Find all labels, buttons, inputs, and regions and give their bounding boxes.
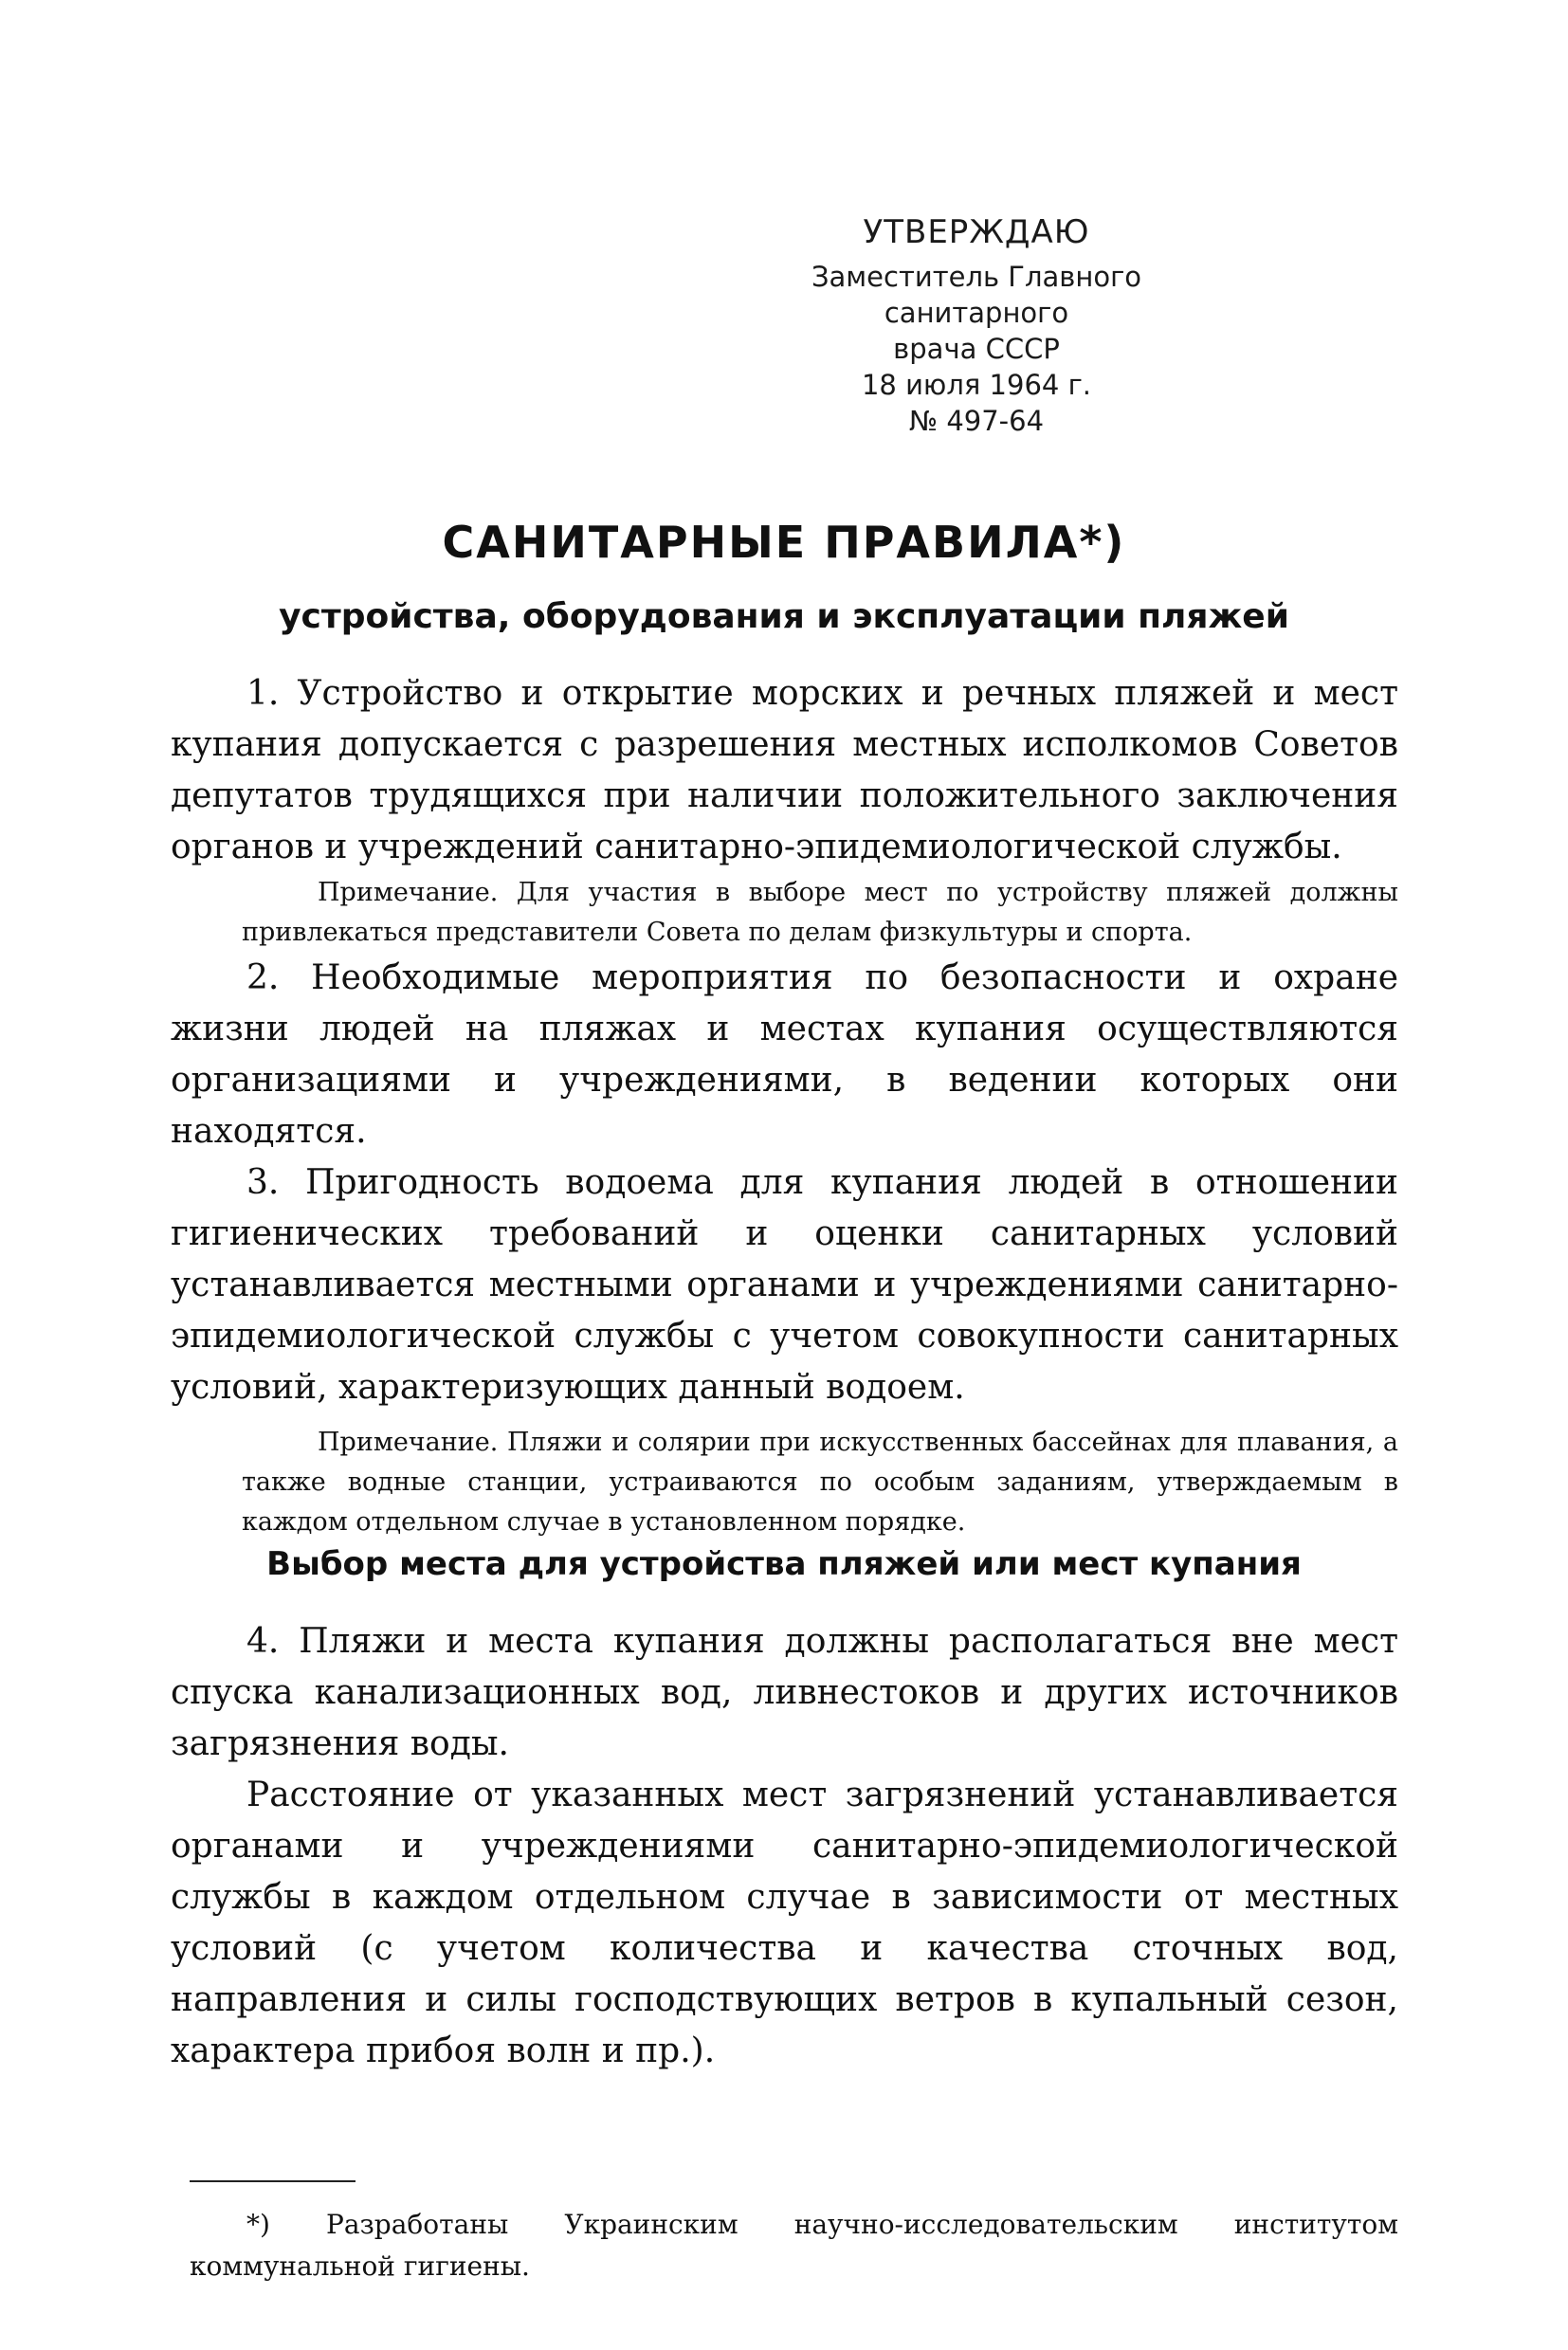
document-title: САНИТАРНЫЕ ПРАВИЛА*)	[442, 517, 1126, 568]
section-heading: Выбор места для устройства пляжей или мест купания	[266, 1545, 1302, 1583]
document-subtitle: устройства, оборудования и эксплуатации пляжей	[279, 597, 1289, 636]
paragraph-3: 3. Пригодность водоема для купания людей в отношении гигиенических требований и оценки санитарных условий устанавливается местными органами и учреждениями санитарно-эпидемиологической службы с учетом совокупности санитарных условий, характеризующих данный водоем.	[171, 1163, 1398, 1407]
footnote-rule	[190, 2180, 356, 2182]
approval-position-line1: Заместитель Главного санитарного	[811, 261, 1142, 329]
approval-position-line2: врача СССР	[893, 333, 1060, 365]
body-block-1	[171, 668, 1398, 1542]
approval-stamp	[777, 213, 1176, 439]
approval-title: УТВЕРЖДАЮ	[863, 213, 1090, 251]
body-block-2	[171, 1616, 1398, 2077]
approval-number: № 497-64	[908, 405, 1045, 437]
paragraph-2: 2. Необходимые мероприятия по безопасности и охране жизни людей на пляжах и местах купания осуществляются организациями и учреждениями, в ведении которых они находятся.	[171, 958, 1398, 1151]
paragraph-4: 4. Пляжи и места купания должны располагаться вне мест спуска канализационных вод, ливнестоков и других источников загрязнения воды.	[171, 1622, 1398, 1763]
paragraph-5: Расстояние от указанных мест загрязнений устанавливается органами и учреждениями санитарно-эпидемиологической службы в каждом отдельном случае в зависимости от местных условий (с учетом количества и качества сточных вод, направления и силы господствующих ветров в купальный сезон, характера прибоя волн и пр.).	[171, 1776, 1398, 2070]
approval-date: 18 июля 1964 г.	[861, 369, 1092, 401]
note-2: Примечание. Пляжи и солярии при искусственных бассейнах для плавания, а также водные станции, устраиваются по особым заданиям, утверждаемым в каждом отдельном случае в установленном порядке.	[242, 1428, 1398, 1537]
paragraph-1: 1. Устройство и открытие морских и речных пляжей и мест купания допускается с разрешения местных исполкомов Советов депутатов трудящихся при наличии положительного заключения органов и учреждений санитарно-эпидемиологической службы.	[171, 674, 1398, 866]
footnote: *) Разработаны Украинским научно-исследовательским институтом коммунальной гигиены.	[190, 2209, 1398, 2282]
note-1: Примечание. Для участия в выборе мест по устройству пляжей должны привлекаться представители Совета по делам физкультуры и спорта.	[242, 878, 1398, 947]
